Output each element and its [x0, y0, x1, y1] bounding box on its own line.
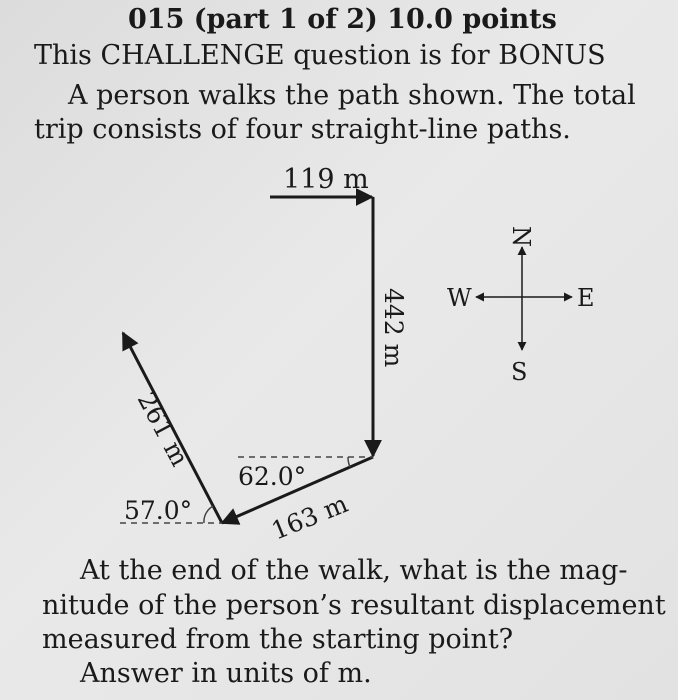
label-angle-62: 62.0° — [238, 462, 307, 491]
label-261m: 261 m — [131, 387, 195, 471]
label-442m: 442 m — [379, 288, 408, 368]
intro-text-line-2: trip consists of four straight-line paths. — [34, 114, 571, 145]
compass-west: W — [447, 284, 472, 312]
question-line-1: At the end of the walk, what is the mag- — [80, 555, 628, 586]
label-119m: 119 m — [283, 164, 369, 195]
compass-north: N — [507, 226, 535, 247]
bonus-note: This CHALLENGE question is for BONUS — [34, 40, 606, 71]
intro-text-line-1: A person walks the path shown. The total — [68, 80, 636, 111]
angle-arc-lower-right — [348, 457, 350, 467]
answer-units: Answer in units of m. — [80, 658, 372, 689]
angle-arc-lower-left — [204, 506, 213, 523]
problem-header: 015 (part 1 of 2) 10.0 points — [128, 4, 557, 35]
compass-east: E — [577, 284, 595, 312]
question-line-2: nitude of the person’s resultant displacement — [42, 590, 666, 621]
question-line-3: measured from the starting point? — [42, 624, 514, 655]
label-angle-57: 57.0° — [124, 496, 193, 525]
compass-south: S — [511, 358, 528, 386]
label-163m: 163 m — [267, 488, 352, 546]
